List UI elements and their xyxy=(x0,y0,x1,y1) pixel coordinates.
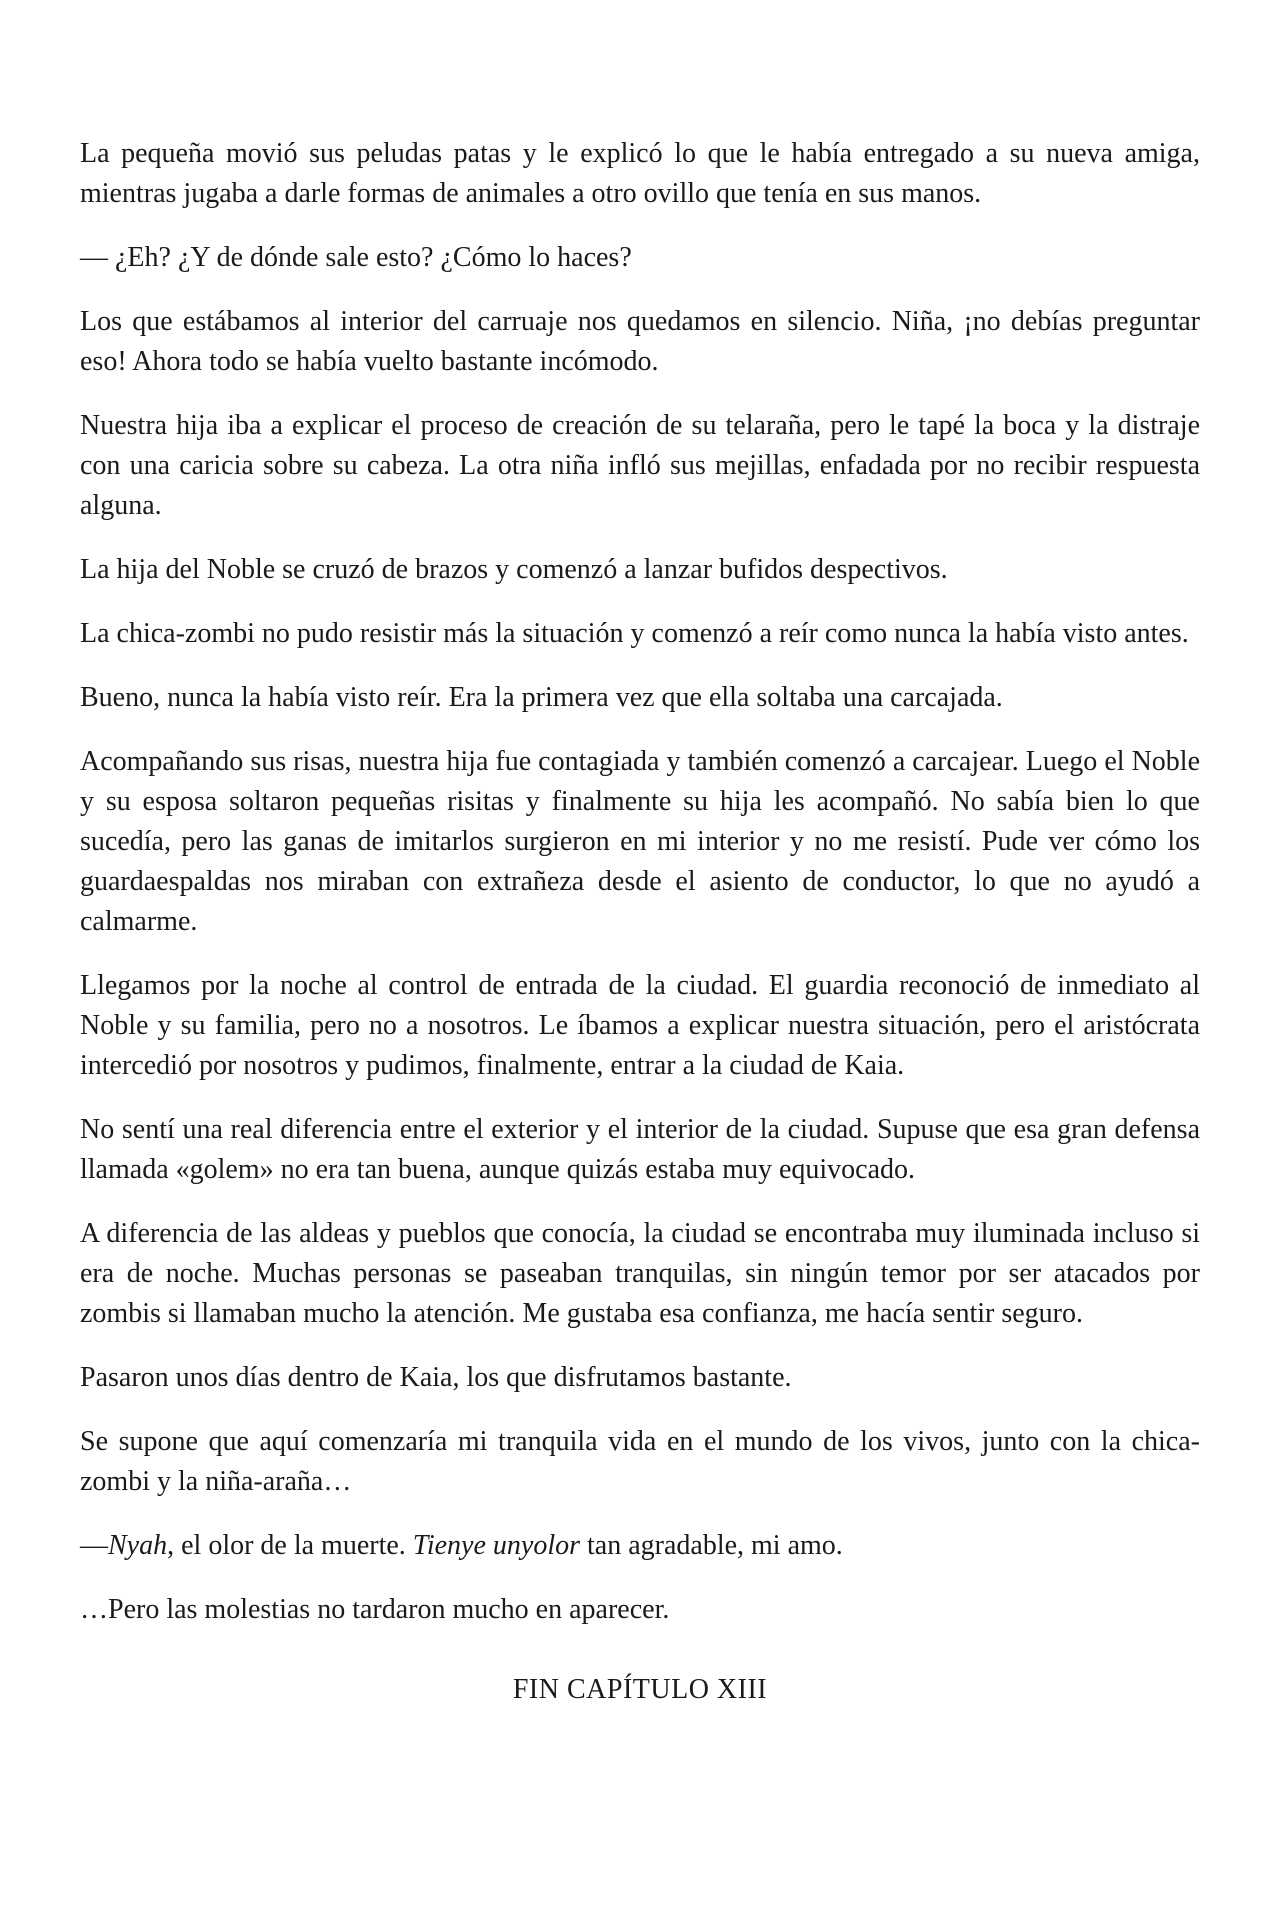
paragraph: Llegamos por la noche al control de entrada de la ciudad. El guardia reconoció de inmediato al Noble y su familia, pero no a nosotros. Le íbamos a explicar nuestra situación, pero el aristócrata intercedió por nosotros y pudimos, finalmente, entrar a la ciudad de Kaia. xyxy=(80,970,1200,1081)
paragraph: La chica-zombi no pudo resistir más la situación y comenzó a reír como nunca la había visto antes. xyxy=(80,618,1189,649)
dialogue-text: , el olor de la muerte. xyxy=(167,1530,413,1561)
closing-line: …Pero las molestias no tardaron mucho en aparecer. xyxy=(80,1594,670,1625)
paragraph: Bueno, nunca la había visto reír. Era la primera vez que ella soltaba una carcajada. xyxy=(80,682,1003,713)
dialogue-line xyxy=(80,1526,1200,1566)
dialogue-italic-phrase: Tienye unyolor xyxy=(412,1530,580,1561)
paragraph: A diferencia de las aldeas y pueblos que conocía, la ciudad se encontraba muy iluminada incluso si era de noche. Muchas personas se paseaban tranquilas, sin ningún temor por ser atacados por zombis si llamaban mucho la atención. Me gustaba esa confianza, me hacía sentir seguro. xyxy=(80,1218,1200,1329)
paragraph: Nuestra hija iba a explicar el proceso de creación de su telaraña, pero le tapé la boca y la distraje con una caricia sobre su cabeza. La otra niña infló sus mejillas, enfadada por no recibir respuesta alguna. xyxy=(80,410,1200,521)
dialogue-dash: — xyxy=(80,1530,108,1561)
paragraph: La pequeña movió sus peludas patas y le explicó lo que le había entregado a su nueva amiga, mientras jugaba a darle formas de animales a otro ovillo que tenía en sus manos. xyxy=(80,138,1200,209)
paragraph: La hija del Noble se cruzó de brazos y comenzó a lanzar bufidos despectivos. xyxy=(80,554,948,585)
paragraph: Acompañando sus risas, nuestra hija fue contagiada y también comenzó a carcajear. Luego el Noble y su esposa soltaron pequeñas risitas y finalmente su hija les acompañó. No sabía bien lo que sucedía, pero las ganas de imitarlos surgieron en mi interior y no me resistí. Pude ver cómo los guardaespaldas nos miraban con extrañeza desde el asiento de conductor, lo que no ayudó a calmarme. xyxy=(80,746,1200,937)
dialogue-text: tan agradable, mi amo. xyxy=(580,1530,843,1561)
paragraph: — ¿Eh? ¿Y de dónde sale esto? ¿Cómo lo haces? xyxy=(80,242,632,273)
paragraph: No sentí una real diferencia entre el exterior y el interior de la ciudad. Supuse que esa gran defensa llamada «golem» no era tan buena, aunque quizás estaba muy equivocado. xyxy=(80,1114,1200,1185)
chapter-end-heading: FIN CAPÍTULO XIII xyxy=(512,1674,768,1705)
dialogue-italic-word: Nyah xyxy=(108,1530,168,1561)
paragraph: Los que estábamos al interior del carruaje nos quedamos en silencio. Niña, ¡no debías preguntar eso! Ahora todo se había vuelto bastante incómodo. xyxy=(80,306,1200,377)
paragraph: Se supone que aquí comenzaría mi tranquila vida en el mundo de los vivos, junto con la chica-zombi y la niña-araña… xyxy=(80,1426,1200,1497)
paragraph: Pasaron unos días dentro de Kaia, los que disfrutamos bastante. xyxy=(80,1362,792,1393)
